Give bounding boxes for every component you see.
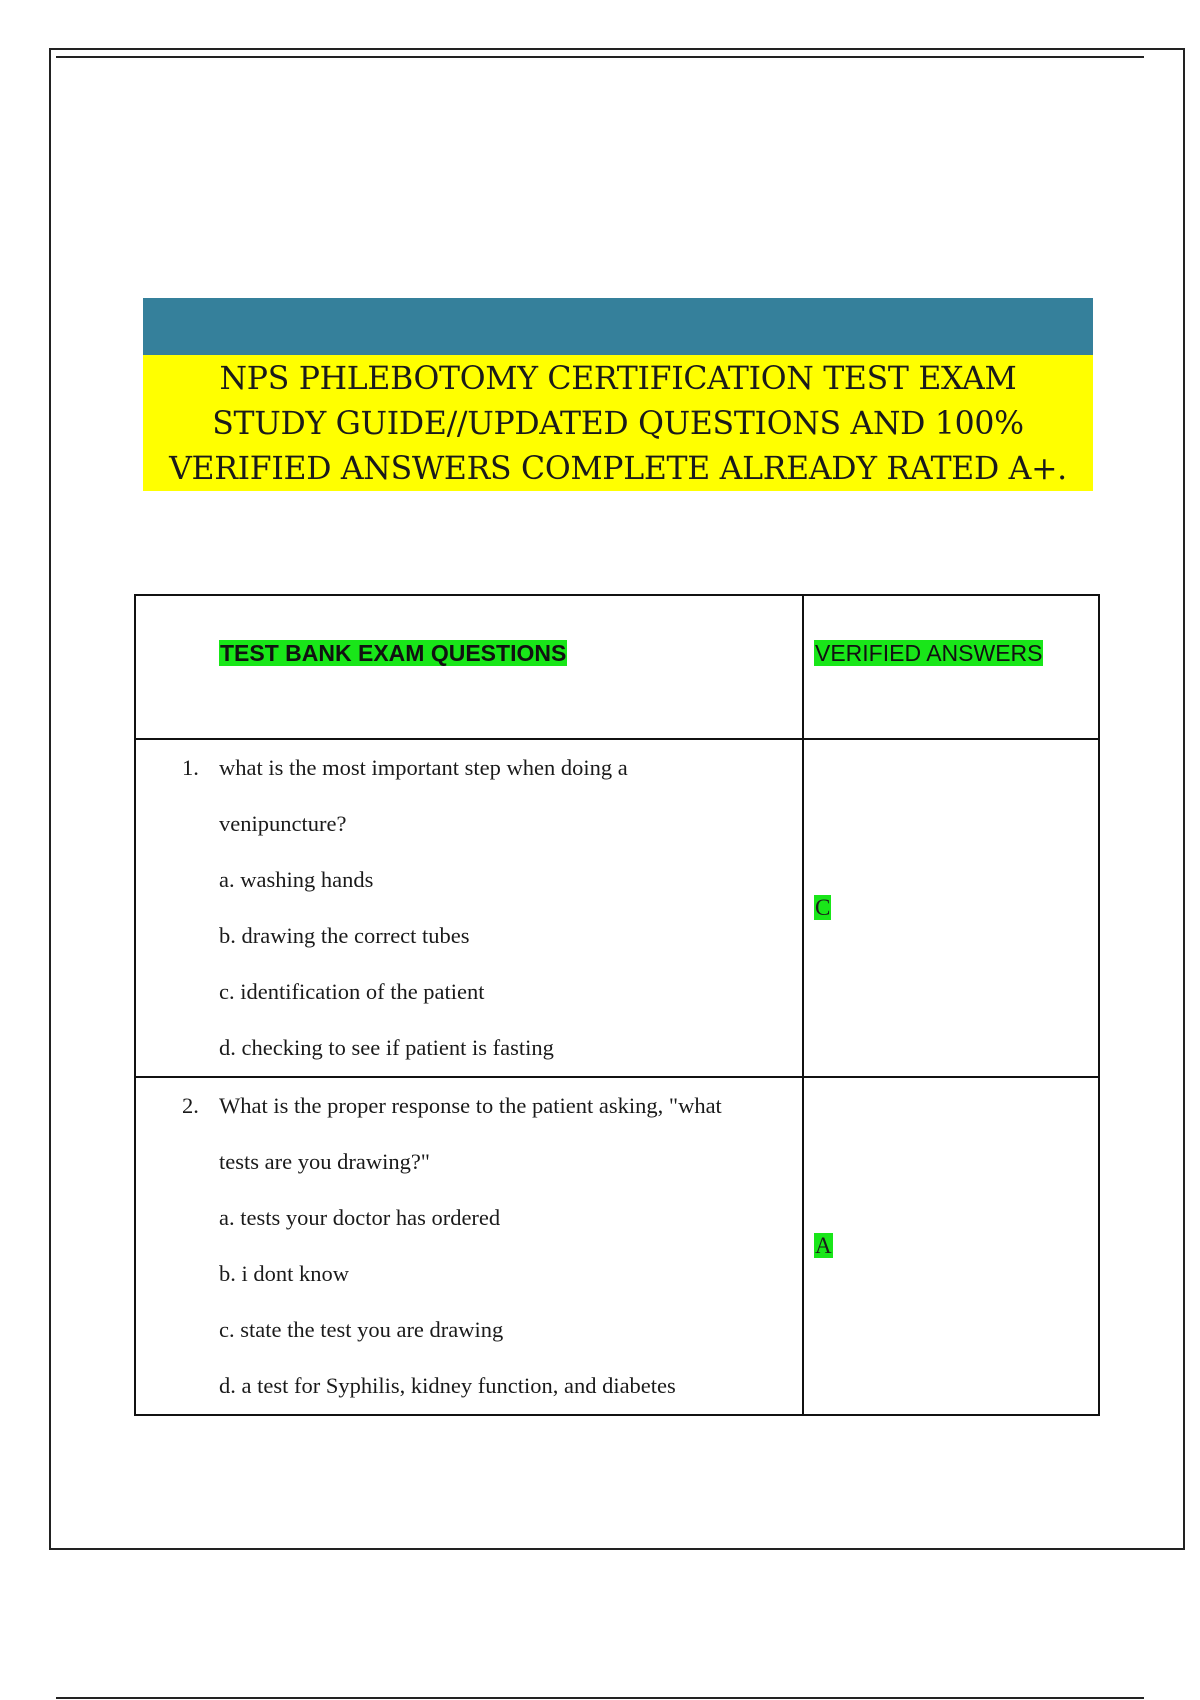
top-rule xyxy=(56,56,1144,58)
answer-cell xyxy=(803,1077,1099,1415)
option-c: c. state the test you are drawing xyxy=(219,1317,504,1342)
question-cell xyxy=(135,1077,803,1415)
table-row xyxy=(135,1077,1099,1415)
answers-header: VERIFIED ANSWERS xyxy=(815,640,1043,666)
option-c: c. identification of the patient xyxy=(219,979,485,1004)
title-band xyxy=(143,298,1093,491)
title-line-1: NPS PHLEBOTOMY CERTIFICATION TEST EXAM xyxy=(219,361,1017,397)
table-header-row xyxy=(135,595,1099,739)
questions-header-cell xyxy=(135,595,803,739)
answer-value: C xyxy=(815,895,831,920)
option-b: b. i dont know xyxy=(219,1261,350,1286)
option-d: d. checking to see if patient is fasting xyxy=(219,1035,554,1060)
option-d: d. a test for Syphilis, kidney function, and diabetes xyxy=(219,1373,676,1398)
question-text-cont: venipuncture? xyxy=(219,811,347,836)
answer-value: A xyxy=(815,1233,832,1258)
option-b: b. drawing the correct tubes xyxy=(219,923,470,948)
question-text: What is the proper response to the patient asking, "what xyxy=(219,1093,722,1118)
answer-cell xyxy=(803,739,1099,1077)
question-number: 2. xyxy=(182,1093,199,1118)
question-number: 1. xyxy=(182,755,199,780)
title-line-3: VERIFIED ANSWERS COMPLETE ALREADY RATED A+. xyxy=(169,451,1067,487)
option-a: a. tests your doctor has ordered xyxy=(219,1205,501,1230)
option-a: a. washing hands xyxy=(219,867,374,892)
document-title xyxy=(143,355,1093,491)
qa-table xyxy=(134,594,1100,1416)
title-line-2: STUDY GUIDE//UPDATED QUESTIONS AND 100% xyxy=(212,406,1024,442)
question-text: what is the most important step when doing a xyxy=(219,755,628,780)
teal-bar xyxy=(143,298,1093,355)
question-text-cont: tests are you drawing?" xyxy=(219,1149,430,1174)
table-row xyxy=(135,739,1099,1077)
question-cell xyxy=(135,739,803,1077)
bottom-rule xyxy=(56,1697,1144,1699)
answers-header-cell xyxy=(803,595,1099,739)
questions-header: TEST BANK EXAM QUESTIONS xyxy=(220,640,567,666)
